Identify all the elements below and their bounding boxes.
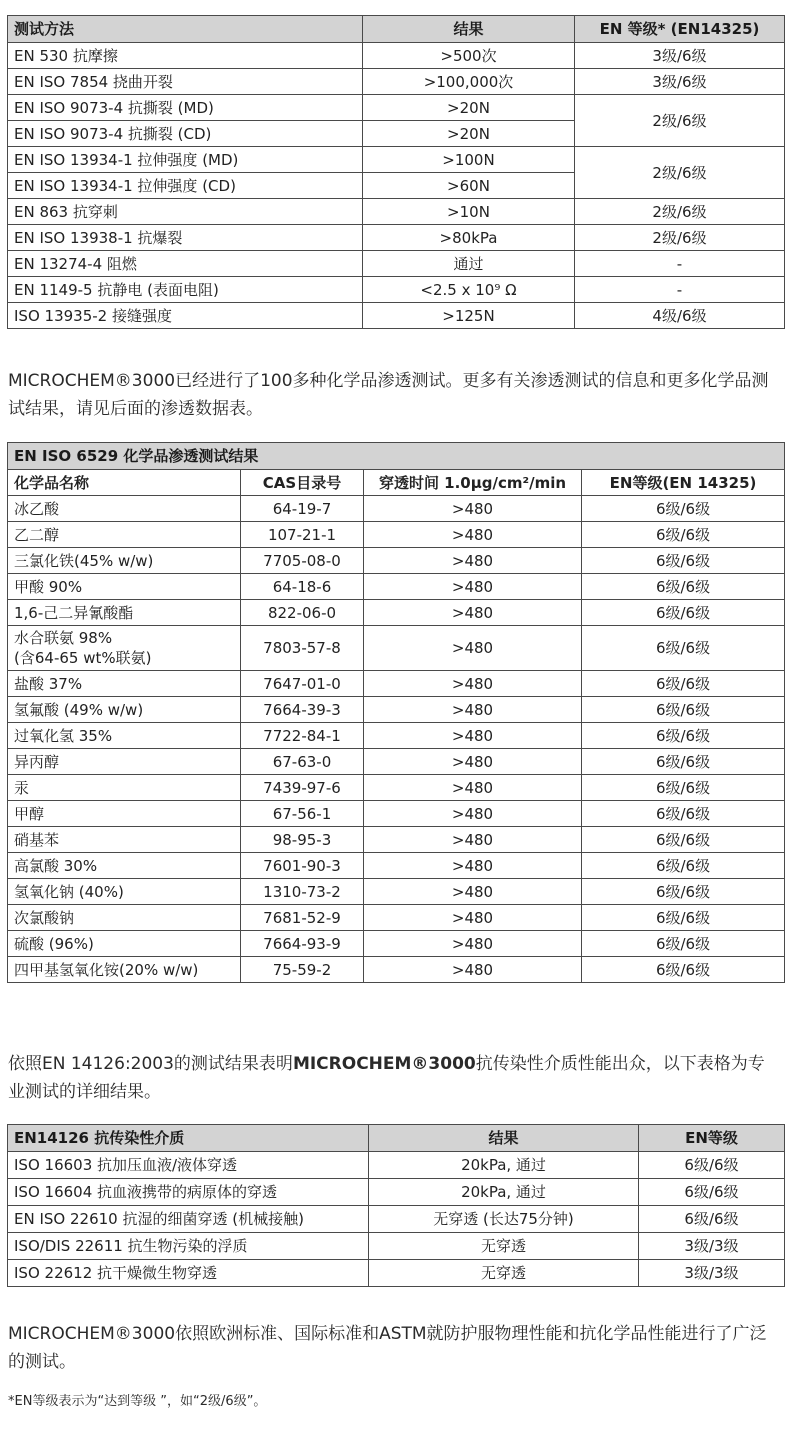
grade-cell: - — [575, 251, 785, 277]
grade-cell: 6级/6级 — [582, 905, 785, 931]
table-row — [8, 626, 785, 671]
table-row — [8, 251, 785, 277]
chemical-name-cell: 过氧化氢 35% — [8, 723, 241, 749]
method-cell: ISO 16604 抗血液携带的病原体的穿透 — [8, 1179, 369, 1206]
grade-cell: 6级/6级 — [582, 697, 785, 723]
table-row — [8, 574, 785, 600]
grade-cell: 6级/6级 — [639, 1206, 785, 1233]
table-row — [8, 95, 785, 121]
grade-cell: 6级/6级 — [582, 496, 785, 522]
cas-number-cell: 7664-93-9 — [241, 931, 364, 957]
breakthrough-time-cell: >480 — [364, 548, 582, 574]
result-cell: 无穿透 (长达75分钟) — [369, 1206, 639, 1233]
table-row — [8, 69, 785, 95]
table-row — [8, 697, 785, 723]
grade-cell: 3级/6级 — [575, 69, 785, 95]
grade-cell: 6级/6级 — [582, 931, 785, 957]
grade-cell: 6级/6级 — [639, 1179, 785, 1206]
table-row — [8, 957, 785, 983]
column-header: 结果 — [363, 16, 575, 43]
cas-number-cell: 64-18-6 — [241, 574, 364, 600]
table-row — [8, 600, 785, 626]
method-cell: EN ISO 13934-1 拉伸强度 (MD) — [8, 147, 363, 173]
grade-cell: 6级/6级 — [639, 1152, 785, 1179]
cas-number-cell: 7601-90-3 — [241, 853, 364, 879]
grade-cell: 6级/6级 — [582, 548, 785, 574]
column-header: EN等级(EN 14325) — [582, 470, 785, 496]
table-row — [8, 303, 785, 329]
breakthrough-time-cell: >480 — [364, 723, 582, 749]
table-row — [8, 43, 785, 69]
chemical-name-cell: 异丙醇 — [8, 749, 241, 775]
cas-number-cell: 7722-84-1 — [241, 723, 364, 749]
cas-number-cell: 7681-52-9 — [241, 905, 364, 931]
breakthrough-time-cell: >480 — [364, 801, 582, 827]
chemical-name-cell: 水合联氨 98% (含64-65 wt%联氨) — [8, 626, 241, 671]
breakthrough-time-cell: >480 — [364, 749, 582, 775]
method-cell: EN ISO 13938-1 抗爆裂 — [8, 225, 363, 251]
method-cell: EN ISO 9073-4 抗撕裂 (MD) — [8, 95, 363, 121]
table-row — [8, 801, 785, 827]
chemical-permeation-table — [7, 442, 785, 983]
cas-number-cell: 7664-39-3 — [241, 697, 364, 723]
table-row — [8, 1206, 785, 1233]
result-cell: >100N — [363, 147, 575, 173]
breakthrough-time-cell: >480 — [364, 775, 582, 801]
result-cell: 20kPa, 通过 — [369, 1179, 639, 1206]
result-cell: 20kPa, 通过 — [369, 1152, 639, 1179]
chemical-name-cell: 氢氟酸 (49% w/w) — [8, 697, 241, 723]
method-cell: EN ISO 22610 抗湿的细菌穿透 (机械接触) — [8, 1206, 369, 1233]
result-cell: >500次 — [363, 43, 575, 69]
table-row — [8, 775, 785, 801]
grade-cell: 6级/6级 — [582, 574, 785, 600]
breakthrough-time-cell: >480 — [364, 905, 582, 931]
result-cell: >80kPa — [363, 225, 575, 251]
method-cell: ISO 13935-2 接缝强度 — [8, 303, 363, 329]
column-header: 化学品名称 — [8, 470, 241, 496]
grade-cell: 2级/6级 — [575, 147, 785, 199]
table-row — [8, 277, 785, 303]
cas-number-cell: 7647-01-0 — [241, 671, 364, 697]
table-row — [8, 879, 785, 905]
cas-number-cell: 107-21-1 — [241, 522, 364, 548]
product-name: MICROCHEM®3000 — [292, 1054, 476, 1074]
grade-cell: 6级/6级 — [582, 775, 785, 801]
cas-number-cell: 64-19-7 — [241, 496, 364, 522]
paragraph-text: 抗传染性介质性能出众，以下表格为专业测试的详细结果。 — [8, 1054, 765, 1102]
chemical-name-cell: 四甲基氢氧化铵(20% w/w) — [8, 957, 241, 983]
method-cell: EN 1149-5 抗静电 (表面电阻) — [8, 277, 363, 303]
cas-number-cell: 75-59-2 — [241, 957, 364, 983]
method-cell: ISO/DIS 22611 抗生物污染的浮质 — [8, 1233, 369, 1260]
breakthrough-time-cell: >480 — [364, 522, 582, 548]
grade-cell: 6级/6级 — [582, 749, 785, 775]
table-row — [8, 147, 785, 173]
result-cell: 无穿透 — [369, 1233, 639, 1260]
table-row — [8, 827, 785, 853]
column-header: 测试方法 — [8, 16, 363, 43]
breakthrough-time-cell: >480 — [364, 957, 582, 983]
chemical-name-cell: 冰乙酸 — [8, 496, 241, 522]
result-cell: 无穿透 — [369, 1260, 639, 1287]
table-header-row — [8, 16, 785, 43]
grade-cell: 6级/6级 — [582, 723, 785, 749]
grade-cell: 6级/6级 — [582, 626, 785, 671]
breakthrough-time-cell: >480 — [364, 853, 582, 879]
table-caption: EN ISO 6529 化学品渗透测试结果 — [8, 443, 785, 470]
result-cell: <2.5 x 10⁹ Ω — [363, 277, 575, 303]
chemical-name-cell: 高氯酸 30% — [8, 853, 241, 879]
grade-cell: 6级/6级 — [582, 957, 785, 983]
chemical-name-cell: 氢氧化钠 (40%) — [8, 879, 241, 905]
column-header: 穿透时间 1.0μg/cm²/min — [364, 470, 582, 496]
table-row — [8, 723, 785, 749]
grade-cell: 6级/6级 — [582, 879, 785, 905]
testing-summary-paragraph: MICROCHEM®3000依照欧洲标准、国际标准和ASTM就防护服物理性能和抗化学品性能进行了广泛的测试。 — [8, 1324, 767, 1372]
result-cell: >125N — [363, 303, 575, 329]
column-header: EN等级 — [639, 1125, 785, 1152]
table-caption-row — [8, 443, 785, 470]
grade-cell: 6级/6级 — [582, 671, 785, 697]
method-cell: EN ISO 7854 挠曲开裂 — [8, 69, 363, 95]
table-row — [8, 1152, 785, 1179]
paragraph-text: 依照EN 14126:2003的测试结果表明 — [8, 1054, 293, 1074]
grade-cell: 6级/6级 — [582, 801, 785, 827]
table-row — [8, 522, 785, 548]
method-cell: EN ISO 13934-1 拉伸强度 (CD) — [8, 173, 363, 199]
footnote: *EN等级表示为“达到等级 ”，如“2级/6级”。 — [8, 1394, 267, 1409]
table-row — [8, 496, 785, 522]
grade-cell: 2级/6级 — [575, 95, 785, 147]
table-header-row — [8, 470, 785, 496]
chemical-name-cell: 次氯酸钠 — [8, 905, 241, 931]
table-row — [8, 225, 785, 251]
breakthrough-time-cell: >480 — [364, 879, 582, 905]
cas-number-cell: 7439-97-6 — [241, 775, 364, 801]
method-cell: EN 13274-4 阻燃 — [8, 251, 363, 277]
cas-number-cell: 98-95-3 — [241, 827, 364, 853]
chemical-name-cell: 乙二醇 — [8, 522, 241, 548]
column-header: EN 等级* (EN14325) — [575, 16, 785, 43]
chemical-name-cell: 甲酸 90% — [8, 574, 241, 600]
grade-cell: 2级/6级 — [575, 199, 785, 225]
result-cell: >10N — [363, 199, 575, 225]
cas-number-cell: 1310-73-2 — [241, 879, 364, 905]
cas-number-cell: 67-56-1 — [241, 801, 364, 827]
table-row — [8, 1179, 785, 1206]
table-row — [8, 853, 785, 879]
grade-cell: 3级/6级 — [575, 43, 785, 69]
infective-agents-table — [7, 1124, 785, 1287]
cas-number-cell: 67-63-0 — [241, 749, 364, 775]
result-cell: >100,000次 — [363, 69, 575, 95]
chemical-name-cell: 硝基苯 — [8, 827, 241, 853]
grade-cell: 6级/6级 — [582, 827, 785, 853]
table-row — [8, 1233, 785, 1260]
grade-cell: 6级/6级 — [582, 600, 785, 626]
table-row — [8, 749, 785, 775]
chemical-tests-paragraph: MICROCHEM®3000已经进行了100多种化学品渗透测试。更多有关渗透测试的信息和更多化学品测试结果，请见后面的渗透数据表。 — [8, 371, 769, 419]
physical-properties-table — [7, 15, 785, 329]
table-header-row — [8, 1125, 785, 1152]
table-row — [8, 671, 785, 697]
table-row — [8, 199, 785, 225]
breakthrough-time-cell: >480 — [364, 671, 582, 697]
grade-cell: 2级/6级 — [575, 225, 785, 251]
column-header: 结果 — [369, 1125, 639, 1152]
chemical-name-cell: 硫酸 (96%) — [8, 931, 241, 957]
method-cell: EN ISO 9073-4 抗撕裂 (CD) — [8, 121, 363, 147]
table-row — [8, 905, 785, 931]
method-cell: EN 863 抗穿刺 — [8, 199, 363, 225]
infective-agents-paragraph — [8, 1050, 780, 1106]
cas-number-cell: 7705-08-0 — [241, 548, 364, 574]
table-row — [8, 931, 785, 957]
result-cell: >20N — [363, 95, 575, 121]
table-row — [8, 548, 785, 574]
result-cell: 通过 — [363, 251, 575, 277]
grade-cell: 6级/6级 — [582, 522, 785, 548]
method-cell: ISO 16603 抗加压血液/液体穿透 — [8, 1152, 369, 1179]
breakthrough-time-cell: >480 — [364, 496, 582, 522]
table-row — [8, 1260, 785, 1287]
column-header: EN14126 抗传染性介质 — [8, 1125, 369, 1152]
breakthrough-time-cell: >480 — [364, 574, 582, 600]
cas-number-cell: 822-06-0 — [241, 600, 364, 626]
breakthrough-time-cell: >480 — [364, 600, 582, 626]
grade-cell: 3级/3级 — [639, 1233, 785, 1260]
breakthrough-time-cell: >480 — [364, 827, 582, 853]
grade-cell: 4级/6级 — [575, 303, 785, 329]
breakthrough-time-cell: >480 — [364, 931, 582, 957]
result-cell: >60N — [363, 173, 575, 199]
chemical-name-cell: 盐酸 37% — [8, 671, 241, 697]
grade-cell: - — [575, 277, 785, 303]
grade-cell: 6级/6级 — [582, 853, 785, 879]
chemical-name-cell: 甲醇 — [8, 801, 241, 827]
chemical-name-cell: 三氯化铁(45% w/w) — [8, 548, 241, 574]
breakthrough-time-cell: >480 — [364, 697, 582, 723]
breakthrough-time-cell: >480 — [364, 626, 582, 671]
result-cell: >20N — [363, 121, 575, 147]
grade-cell: 3级/3级 — [639, 1260, 785, 1287]
cas-number-cell: 7803-57-8 — [241, 626, 364, 671]
method-cell: ISO 22612 抗干燥微生物穿透 — [8, 1260, 369, 1287]
chemical-name-cell: 汞 — [8, 775, 241, 801]
method-cell: EN 530 抗摩擦 — [8, 43, 363, 69]
column-header: CAS目录号 — [241, 470, 364, 496]
chemical-name-cell: 1,6-己二异氰酸酯 — [8, 600, 241, 626]
